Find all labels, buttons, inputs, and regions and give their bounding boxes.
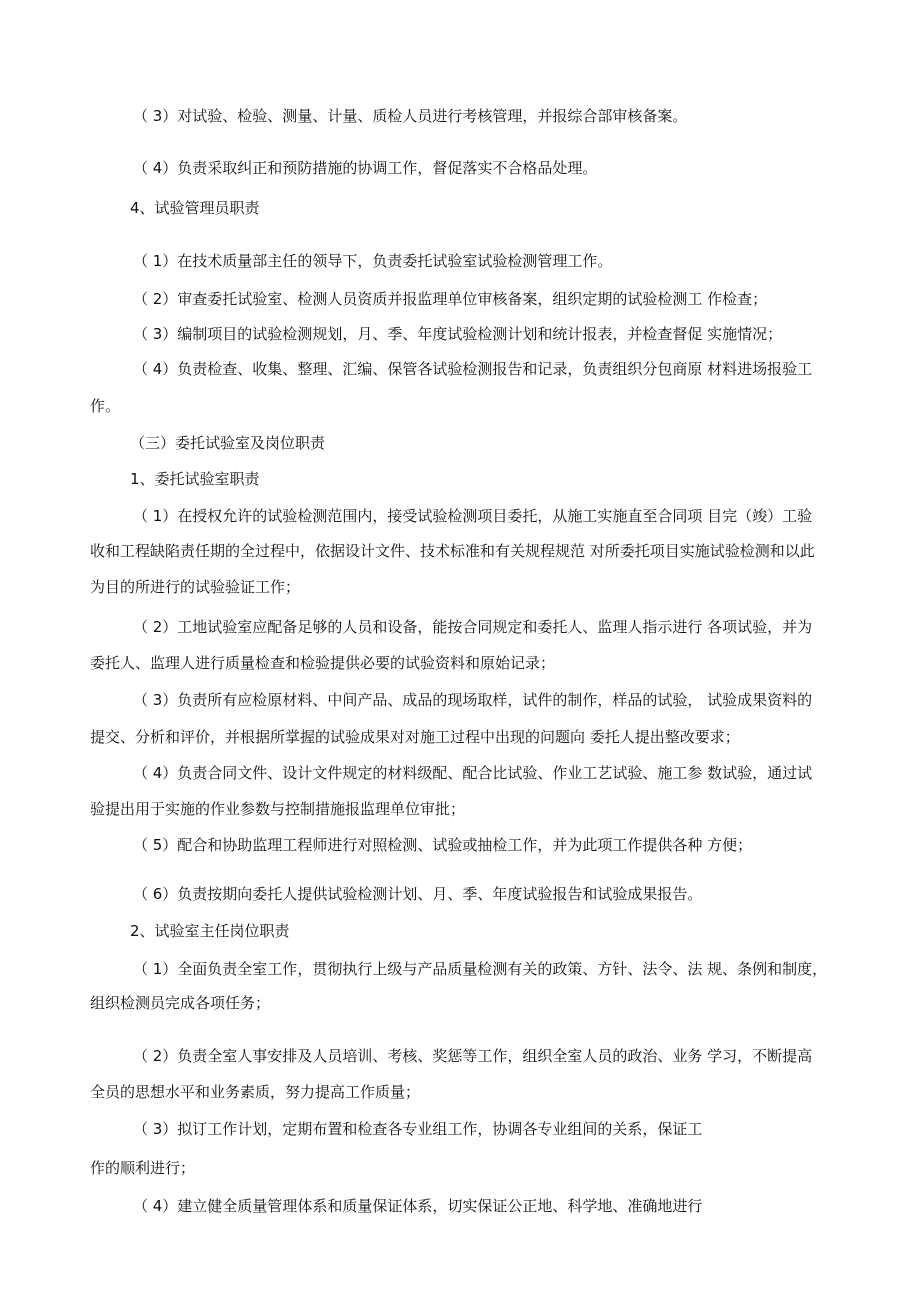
paragraph-3-1-4: （ 4）负责采取纠正和预防措施的协调工作，督促落实不合格品处理。 [133, 159, 598, 177]
paragraph-4-1: （ 1）在技术质量部主任的领导下，负责委托试验室试验检测管理工作。 [133, 252, 613, 270]
paragraph-lab-4-line2: 验提出用于实施的作业参数与控制措施报监理单位审批； [90, 800, 466, 818]
paragraph-3-1-3: （ 3）对试验、检验、测量、计量、质检人员进行考核管理，并报综合部审核备案。 [133, 107, 688, 125]
paragraph-4-2: （ 2）审查委托试验室、检测人员资质并报监理单位审核备案，组织定期的试验检测工 作检查； [133, 290, 768, 308]
paragraph-dir-2-line1: （ 2）负责全室人事安排及人员培训、考核、奖惩等工作，组织全室人员的政治、业务 学习，不断提高 [133, 1047, 813, 1065]
heading-section-3: （三）委托试验室及岗位职责 [130, 434, 326, 452]
paragraph-lab-1-line2: 收和工程缺陷责任期的全过程中，依据设计文件、技术标准和有关规程规范 对所委托项目实施试验检测和以此 [90, 542, 815, 560]
paragraph-4-3: （ 3）编制项目的试验检测规划，月、季、年度试验检测计划和统计报表，并检查督促 实施情况； [133, 325, 783, 343]
paragraph-dir-2-line2: 全员的思想水平和业务素质，努力提高工作质量； [90, 1083, 421, 1101]
paragraph-lab-4-line1: （ 4）负责合同文件、设计文件规定的材料级配、配合比试验、作业工艺试验、施工参 数试验，通过试 [133, 764, 813, 782]
paragraph-dir-4: （ 4）建立健全质量管理体系和质量保证体系，切实保证公正地、科学地、准确地进行 [133, 1197, 703, 1215]
paragraph-dir-1-line2: 组织检测员完成各项任务； [90, 994, 271, 1012]
paragraph-4-4-line2: 作。 [90, 397, 121, 415]
paragraph-lab-3-line2: 提交、分析和评价，并根据所掌握的试验成果对对施工过程中出现的问题向 委托人提出整改要求； [90, 728, 740, 746]
paragraph-lab-3-line1: （ 3）负责所有应检原材料、中间产品、成品的现场取样，试件的制作，样品的试验， 试验成果资料的 [133, 691, 813, 709]
paragraph-dir-1-line1: （ 1）全面负责全室工作，贯彻执行上级与产品质量检测有关的政策、方针、法令、法 规、条例和制度， [133, 960, 828, 978]
paragraph-lab-2-line2: 委托人、监理人进行质量检查和检验提供必要的试验资料和原始记录； [90, 654, 556, 672]
paragraph-dir-3-line1: （ 3）拟订工作计划，定期布置和检查各专业组工作，协调各专业组间的关系，保证工 [133, 1120, 703, 1138]
paragraph-lab-1-line1: （ 1）在授权允许的试验检测范围内，接受试验检测项目委托，从施工实施直至合同项 目完（竣）工验 [133, 507, 813, 525]
paragraph-lab-2-line1: （ 2）工地试验室应配备足够的人员和设备，能按合同规定和委托人、监理人指示进行 各项试验，并为 [133, 618, 813, 636]
heading-test-admin-duties: 4、试验管理员职责 [130, 199, 260, 217]
paragraph-lab-1-line3: 为目的所进行的试验验证工作； [90, 578, 301, 596]
heading-commissioned-lab-duties: 1、委托试验室职责 [130, 470, 260, 488]
paragraph-lab-6: （ 6）负责按期向委托人提供试验检测计划、月、季、年度试验报告和试验成果报告。 [133, 885, 703, 903]
paragraph-lab-5: （ 5）配合和协助监理工程师进行对照检测、试验或抽检工作，并为此项工作提供各种 方便； [133, 836, 753, 854]
heading-lab-director-duties: 2、试验室主任岗位职责 [130, 922, 290, 940]
paragraph-4-4-line1: （ 4）负责检查、收集、整理、汇编、保管各试验检测报告和记录，负责组织分包商原 材料进场报验工 [133, 360, 813, 378]
paragraph-dir-3-line2: 作的顺利进行； [90, 1159, 196, 1177]
